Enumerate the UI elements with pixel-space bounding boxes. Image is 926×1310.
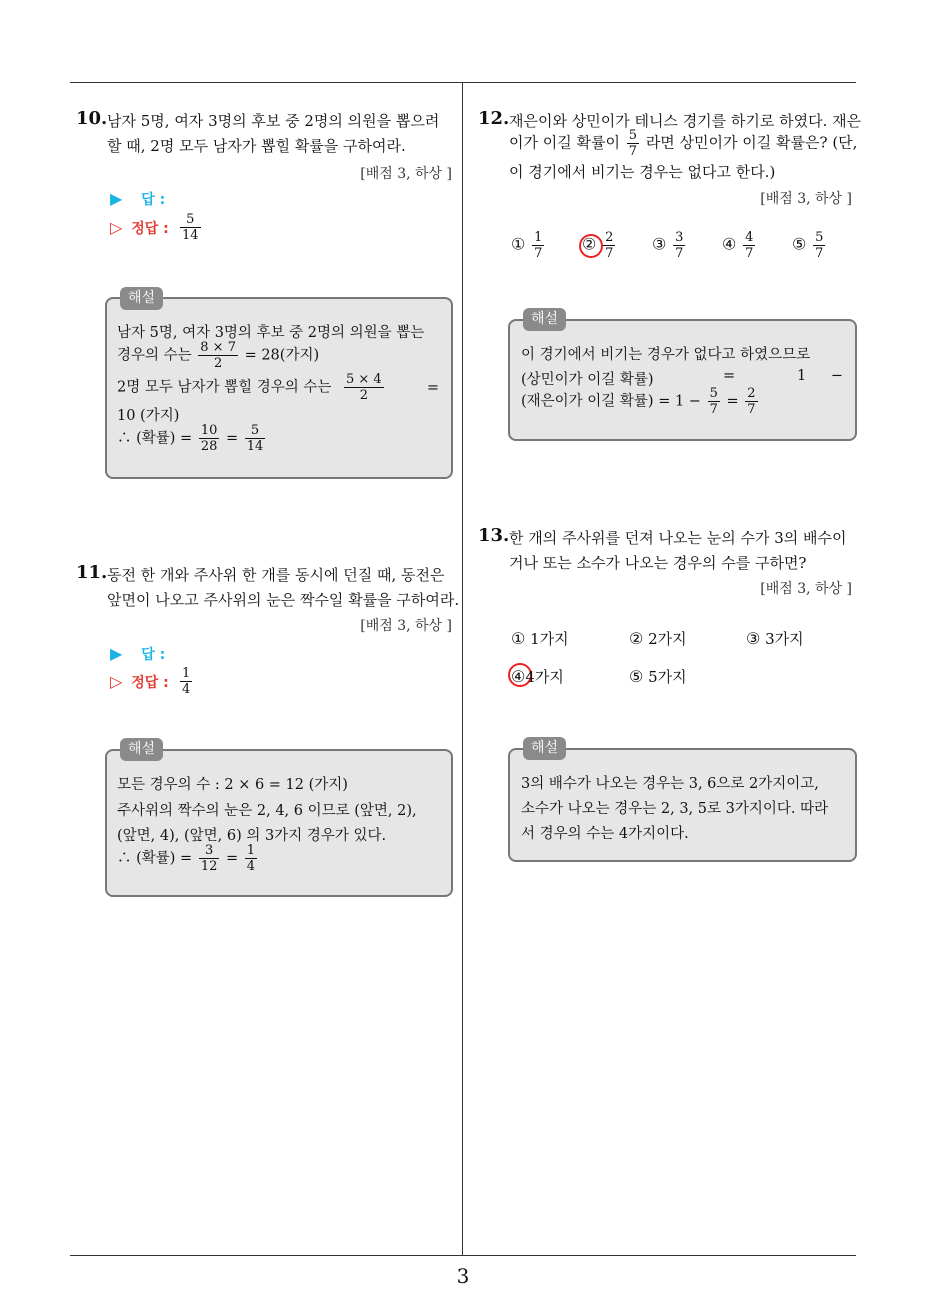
correct-answer-row bbox=[110, 672, 169, 692]
denominator: 7 bbox=[815, 246, 824, 261]
explanation-line bbox=[117, 340, 319, 371]
fraction bbox=[199, 423, 220, 454]
option-mark: ② bbox=[629, 629, 644, 648]
text: ∴ (확률) = bbox=[117, 850, 193, 867]
option-text: 1가지 bbox=[530, 630, 569, 648]
text: = bbox=[723, 368, 736, 384]
text: (상민이가 이길 확률) bbox=[521, 372, 654, 388]
explanation-box bbox=[105, 749, 453, 897]
denominator: 4 bbox=[246, 859, 256, 874]
fraction bbox=[743, 230, 755, 261]
question-number: 11. bbox=[76, 562, 108, 583]
option-mark: ② bbox=[582, 234, 597, 254]
page-number: 3 bbox=[456, 1264, 470, 1288]
numerator: 3 bbox=[199, 843, 220, 859]
denominator: 7 bbox=[675, 246, 684, 261]
option-mark: ④ bbox=[722, 234, 737, 254]
answer-label: 답 : bbox=[141, 192, 166, 208]
explanation-tag: 해설 bbox=[120, 738, 163, 761]
numerator: 8 × 7 bbox=[200, 340, 236, 355]
numerator: 4 bbox=[745, 230, 754, 245]
denominator: 7 bbox=[745, 246, 754, 261]
option-mark: ③ bbox=[746, 629, 761, 648]
numerator: 5 × 4 bbox=[345, 372, 382, 387]
fraction bbox=[603, 230, 615, 261]
score-difficulty: [배점 3, 하상 ] bbox=[760, 581, 852, 597]
play-triangle-icon: ▶ bbox=[110, 189, 123, 208]
explanation-tag: 해설 bbox=[523, 737, 566, 760]
text: = bbox=[225, 850, 239, 867]
question-text-line1: 남자 5명, 여자 3명의 후보 중 2명의 의원을 뽑으려 bbox=[107, 112, 440, 130]
answer-label: 답 : bbox=[141, 647, 166, 663]
explanation-line: 남자 5명, 여자 3명의 후보 중 2명의 의원을 뽑는 bbox=[117, 325, 425, 341]
numerator: 5 bbox=[815, 230, 824, 245]
text: (재은이가 이길 확률) = 1 − bbox=[521, 393, 701, 410]
score-difficulty: [배점 3, 하상 ] bbox=[360, 618, 452, 634]
option-mark: ③ bbox=[652, 234, 667, 254]
fraction bbox=[813, 230, 825, 261]
question-number: 12. bbox=[478, 108, 510, 129]
bottom-rule bbox=[70, 1255, 856, 1256]
correct-answer-row bbox=[110, 218, 169, 238]
numerator: 2 bbox=[747, 386, 756, 401]
explanation-line: 소수가 나오는 경우는 2, 3, 5로 3가지이다. 따라 bbox=[521, 801, 829, 817]
numerator: 5 bbox=[180, 212, 201, 228]
fraction bbox=[245, 423, 266, 454]
explanation-line: 모든 경우의 수 : 2 × 6 = 12 (가지) bbox=[117, 777, 348, 793]
text: = bbox=[426, 380, 439, 396]
explanation-line: 서 경우의 수는 4가지이다. bbox=[521, 826, 689, 842]
denominator: 28 bbox=[200, 439, 218, 454]
question-text-line2 bbox=[509, 128, 857, 159]
explanation-line bbox=[117, 423, 267, 454]
numerator: 10 bbox=[200, 423, 218, 438]
option-2[interactable] bbox=[582, 230, 617, 261]
option-mark: ⑤ bbox=[792, 234, 807, 254]
option-5[interactable] bbox=[629, 666, 687, 687]
text: = bbox=[225, 430, 239, 447]
explanation-line: 10 (가지) bbox=[117, 408, 180, 424]
outline-triangle-icon: ▷ bbox=[110, 672, 123, 691]
denominator: 7 bbox=[747, 402, 756, 417]
text: 이가 이길 확률이 bbox=[509, 133, 620, 152]
question-text-line3: 이 경기에서 비기는 경우는 없다고 한다.) bbox=[509, 163, 776, 181]
fraction bbox=[627, 128, 639, 159]
option-text: 2가지 bbox=[648, 630, 687, 648]
explanation-line: 이 경기에서 비기는 경우가 없다고 하였으므로 bbox=[521, 347, 811, 363]
numerator: 1 bbox=[246, 843, 256, 858]
denominator: 14 bbox=[246, 439, 264, 454]
option-mark: ① bbox=[511, 629, 526, 648]
option-mark: ① bbox=[511, 234, 526, 254]
option-text: 5가지 bbox=[648, 668, 687, 686]
answer-row bbox=[110, 189, 165, 209]
explanation-line: (앞면, 4), (앞면, 6) 의 3가지 경우가 있다. bbox=[117, 828, 387, 844]
option-1[interactable] bbox=[511, 230, 546, 261]
text: 1 bbox=[797, 368, 807, 384]
column-divider bbox=[462, 83, 463, 1255]
explanation-line bbox=[521, 386, 760, 417]
numerator: 3 bbox=[675, 230, 684, 245]
numerator: 5 bbox=[628, 128, 638, 143]
top-rule bbox=[70, 82, 856, 83]
question-text-line2: 앞면이 나오고 주사위의 눈은 짝수일 확률을 구하여라. bbox=[107, 591, 460, 609]
text: 2명 모두 남자가 뽑힐 경우의 수는 bbox=[117, 379, 332, 396]
numerator: 2 bbox=[605, 230, 614, 245]
denominator: 4 bbox=[182, 682, 191, 697]
option-mark: ⑤ bbox=[629, 667, 644, 686]
fraction bbox=[708, 386, 720, 417]
explanation-line: 3의 배수가 나오는 경우는 3, 6으로 2가지이고, bbox=[521, 776, 819, 792]
question-text-line1: 동전 한 개와 주사위 한 개를 동시에 던질 때, 동전은 bbox=[107, 566, 445, 584]
explanation-line: 주사위의 짝수의 눈은 2, 4, 6 이므로 (앞면, 2), bbox=[117, 803, 417, 819]
option-text: 4가지 bbox=[525, 668, 564, 686]
question-text-line1: 한 개의 주사위를 던져 나오는 눈의 수가 3의 배수이 bbox=[509, 529, 847, 547]
numerator: 5 bbox=[709, 386, 718, 401]
score-difficulty: [배점 3, 하상 ] bbox=[360, 166, 452, 182]
fraction bbox=[198, 340, 238, 371]
answer-row bbox=[110, 644, 165, 664]
denominator: 2 bbox=[213, 356, 223, 371]
numerator: 1 bbox=[534, 230, 543, 245]
explanation-line bbox=[117, 843, 259, 874]
explanation-line bbox=[117, 372, 439, 403]
explanation-tag: 해설 bbox=[120, 287, 163, 310]
text: − bbox=[830, 368, 843, 384]
numerator: 5 bbox=[245, 423, 266, 439]
text: 라면 상민이가 이길 확률은? (단, bbox=[645, 133, 858, 152]
option-4[interactable] bbox=[722, 230, 757, 261]
denominator: 2 bbox=[359, 388, 368, 403]
score-difficulty: [배점 3, 하상 ] bbox=[760, 191, 852, 207]
fraction bbox=[199, 843, 220, 874]
question-text-line2: 거나 또는 소수가 나오는 경우의 수를 구하면? bbox=[509, 554, 807, 572]
explanation-tag: 해설 bbox=[523, 308, 566, 331]
fraction bbox=[245, 843, 257, 874]
option-3[interactable] bbox=[746, 628, 804, 649]
question-text-line1: 재은이와 상민이가 테니스 경기를 하기로 하였다. 재은 bbox=[509, 112, 862, 130]
denominator: 12 bbox=[200, 859, 218, 874]
fraction bbox=[532, 230, 544, 261]
option-3[interactable] bbox=[652, 230, 687, 261]
text: = 28(가지) bbox=[244, 347, 320, 364]
option-2[interactable] bbox=[629, 628, 687, 649]
text: 경우의 수는 bbox=[117, 347, 192, 364]
text: ∴ (확률) = bbox=[117, 430, 193, 447]
denominator: 7 bbox=[628, 144, 638, 159]
correct-answer-fraction bbox=[180, 666, 192, 697]
option-mark: ④ bbox=[511, 667, 526, 686]
outline-triangle-icon: ▷ bbox=[110, 218, 123, 237]
fraction bbox=[344, 372, 384, 403]
question-number: 10. bbox=[76, 108, 108, 129]
numerator: 1 bbox=[182, 666, 191, 681]
play-triangle-icon: ▶ bbox=[110, 644, 123, 663]
option-1[interactable] bbox=[511, 628, 569, 649]
denominator: 7 bbox=[709, 402, 718, 417]
option-4[interactable] bbox=[511, 666, 564, 687]
correct-answer-label: 정답 : bbox=[131, 221, 169, 237]
denominator: 7 bbox=[605, 246, 614, 261]
correct-answer-label: 정답 : bbox=[131, 675, 169, 691]
question-number: 13. bbox=[478, 525, 510, 546]
option-text: 3가지 bbox=[765, 630, 804, 648]
correct-answer-fraction bbox=[180, 212, 201, 243]
text: = bbox=[726, 393, 739, 410]
fraction bbox=[745, 386, 757, 417]
denominator: 7 bbox=[534, 246, 543, 261]
denominator: 14 bbox=[182, 228, 199, 243]
fraction bbox=[673, 230, 685, 261]
question-text-line2: 할 때, 2명 모두 남자가 뽑힐 확률을 구하여라. bbox=[107, 137, 406, 155]
option-5[interactable] bbox=[792, 230, 827, 261]
